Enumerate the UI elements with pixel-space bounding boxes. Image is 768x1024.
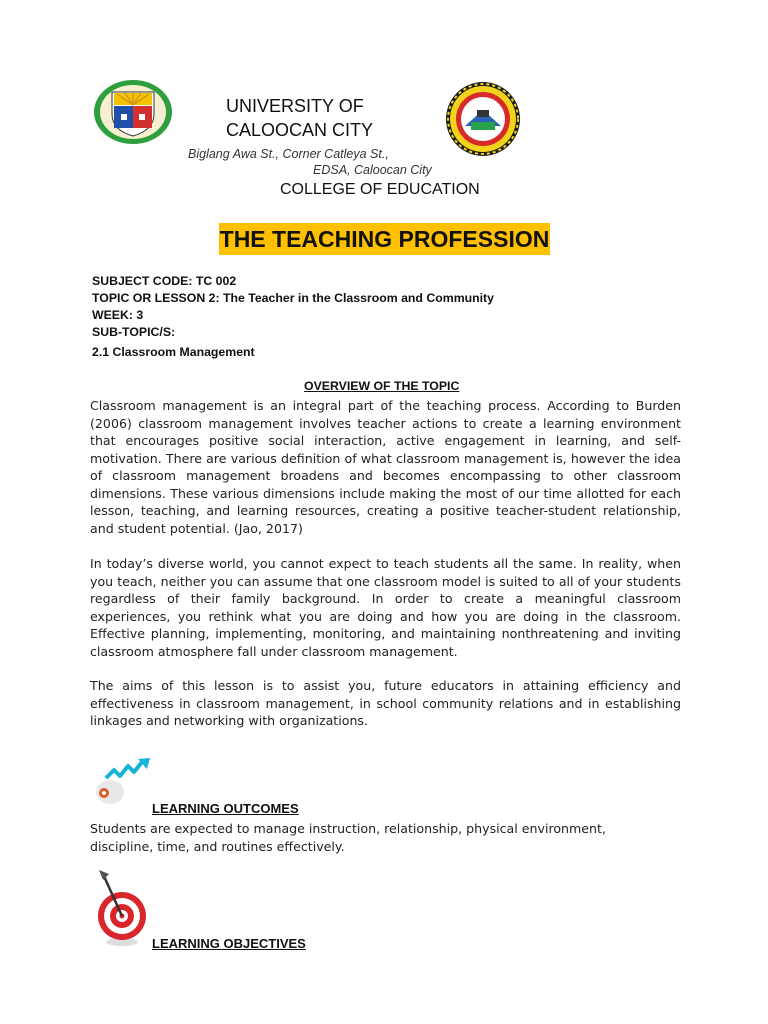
target-icon <box>95 868 153 948</box>
overview-paragraph: In today’s diverse world, you cannot expect to teach students all the same. In reality, when you teach, neither you can assume that one classroom model is suited to all of your students regardless of their family background. In order to create a meaningful classroom experiences, you rethink what you are doing and how you are doing in the classroom. Effective planning, implementing, monitoring, and maintaining nonthreatening and inviting classroom atmosphere fall under classroom management. <box>90 556 681 659</box>
university-seal-icon <box>92 78 174 146</box>
college-seal-icon <box>440 80 526 158</box>
growth-chart-icon <box>92 756 154 806</box>
overview-heading: OVERVIEW OF THE TOPIC <box>304 379 460 393</box>
subtopic-item: 2.1 Classroom Management <box>92 345 255 359</box>
address-line1: Biglang Awa St., Corner Catleya St., <box>188 147 389 161</box>
subject-code: SUBJECT CODE: TC 002 <box>92 274 237 288</box>
week-number: WEEK: 3 <box>92 308 144 322</box>
subtopic-label: SUB-TOPIC/S: <box>92 325 176 339</box>
overview-paragraph: Classroom management is an integral part of the teaching process. According to Burden (2006) classroom management involves teacher actions to create a learning environment that encourages positive social interaction, active engagement in learning, and self-motivation. There are various definition of what classroom management is, however the idea of classroom management broadens and becomes encompassing to other classroom dimensions. These various dimensions include making the most of our time allotted for each lesson, teaching, and learning resources, creating a positive teacher-student relationship, and student potential. (Jao, 2017) <box>90 398 681 536</box>
learning-objectives-heading: LEARNING OBJECTIVES <box>152 936 306 951</box>
overview-paragraph: The aims of this lesson is to assist you, future educators in attaining efficiency and effectiveness in classroom management, in school community relations and in establishing linkages and networking with organizations. <box>90 678 681 728</box>
university-name-line1: UNIVERSITY OF <box>226 96 364 116</box>
university-name-line2: CALOOCAN CITY <box>226 120 374 140</box>
document-title: THE TEACHING PROFESSION <box>219 223 550 255</box>
topic-lesson: TOPIC OR LESSON 2: The Teacher in the Classroom and Community <box>92 291 494 305</box>
learning-outcomes-heading: LEARNING OUTCOMES <box>152 801 299 816</box>
learning-outcomes-text: Students are expected to manage instruction, relationship, physical environment, discipline, time, and routines effectively. <box>90 821 606 854</box>
college-name: COLLEGE OF EDUCATION <box>280 181 480 198</box>
address-line2: EDSA, Caloocan City <box>313 163 432 177</box>
